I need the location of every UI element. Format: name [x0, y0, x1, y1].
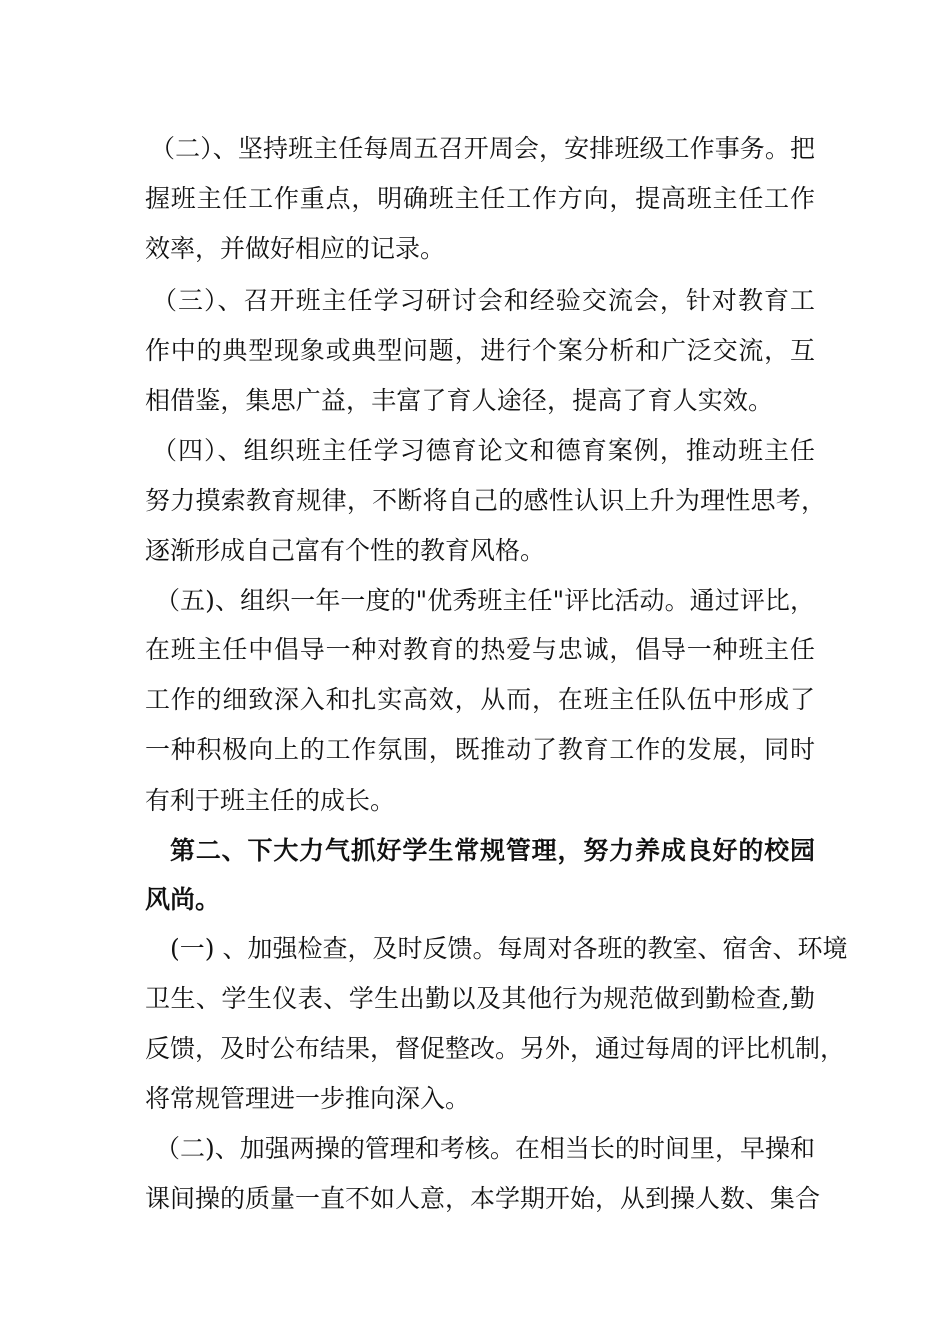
paragraph-3-line-3: 相借鉴，集思广益，丰富了育人途径，提高了育人实效。	[145, 386, 773, 415]
subitem-1-line-4: 将常规管理进一步推向深入。	[145, 1084, 471, 1113]
subitem-2-line-1: （二)、加强两操的管理和考核。在相当长的时间里，早操和	[155, 1134, 815, 1163]
paragraph-5-line-1: （五)、组织一年一度的"优秀班主任"评比活动。通过评比，	[155, 586, 815, 615]
paragraph-2-line-2: 握班主任工作重点，明确班主任工作方向，提高班主任工作	[145, 184, 815, 213]
paragraph-3-line-2: 作中的典型现象或典型问题，进行个案分析和广泛交流，互	[145, 336, 815, 365]
paragraph-5-line-5: 有利于班主任的成长。	[145, 786, 396, 815]
section-heading-line-2: 风尚。	[145, 885, 221, 914]
subitem-1-line-2: 卫生、学生仪表、学生出勤以及其他行为规范做到勤检查,勤	[145, 984, 815, 1013]
subitem-1-line-1: (一) 、加强检查，及时反馈。每周对各班的教室、宿舍、环境	[170, 934, 848, 963]
paragraph-4-line-2: 努力摸索教育规律，不断将自己的感性认识上升为理性思考，	[145, 486, 826, 515]
paragraph-2-line-3: 效率，并做好相应的记录。	[145, 234, 446, 263]
subitem-2-line-2: 课间操的质量一直不如人意，本学期开始，从到操人数、集合	[145, 1184, 821, 1213]
paragraph-5-line-2: 在班主任中倡导一种对教育的热爱与忠诚，倡导一种班主任	[145, 635, 815, 664]
paragraph-4-line-1: （四）、组织班主任学习德育论文和德育案例，推动班主任	[152, 436, 815, 465]
paragraph-3-line-1: （三）、召开班主任学习研讨会和经验交流会，针对教育工	[152, 286, 815, 315]
subitem-1-line-3: 反馈，及时公布结果，督促整改。另外，通过每周的评比机制，	[145, 1034, 846, 1063]
section-heading-line-1: 第二、下大力气抓好学生常规管理，努力养成良好的校园	[170, 836, 815, 865]
paragraph-5-line-3: 工作的细致深入和扎实高效，从而，在班主任队伍中形成了	[145, 685, 815, 714]
paragraph-2-line-1: （二）、坚持班主任每周五召开周会，安排班级工作事务。把	[150, 134, 815, 163]
paragraph-5-line-4: 一种积极向上的工作氛围，既推动了教育工作的发展，同时	[145, 735, 815, 764]
paragraph-4-line-3: 逐渐形成自己富有个性的教育风格。	[145, 536, 546, 565]
